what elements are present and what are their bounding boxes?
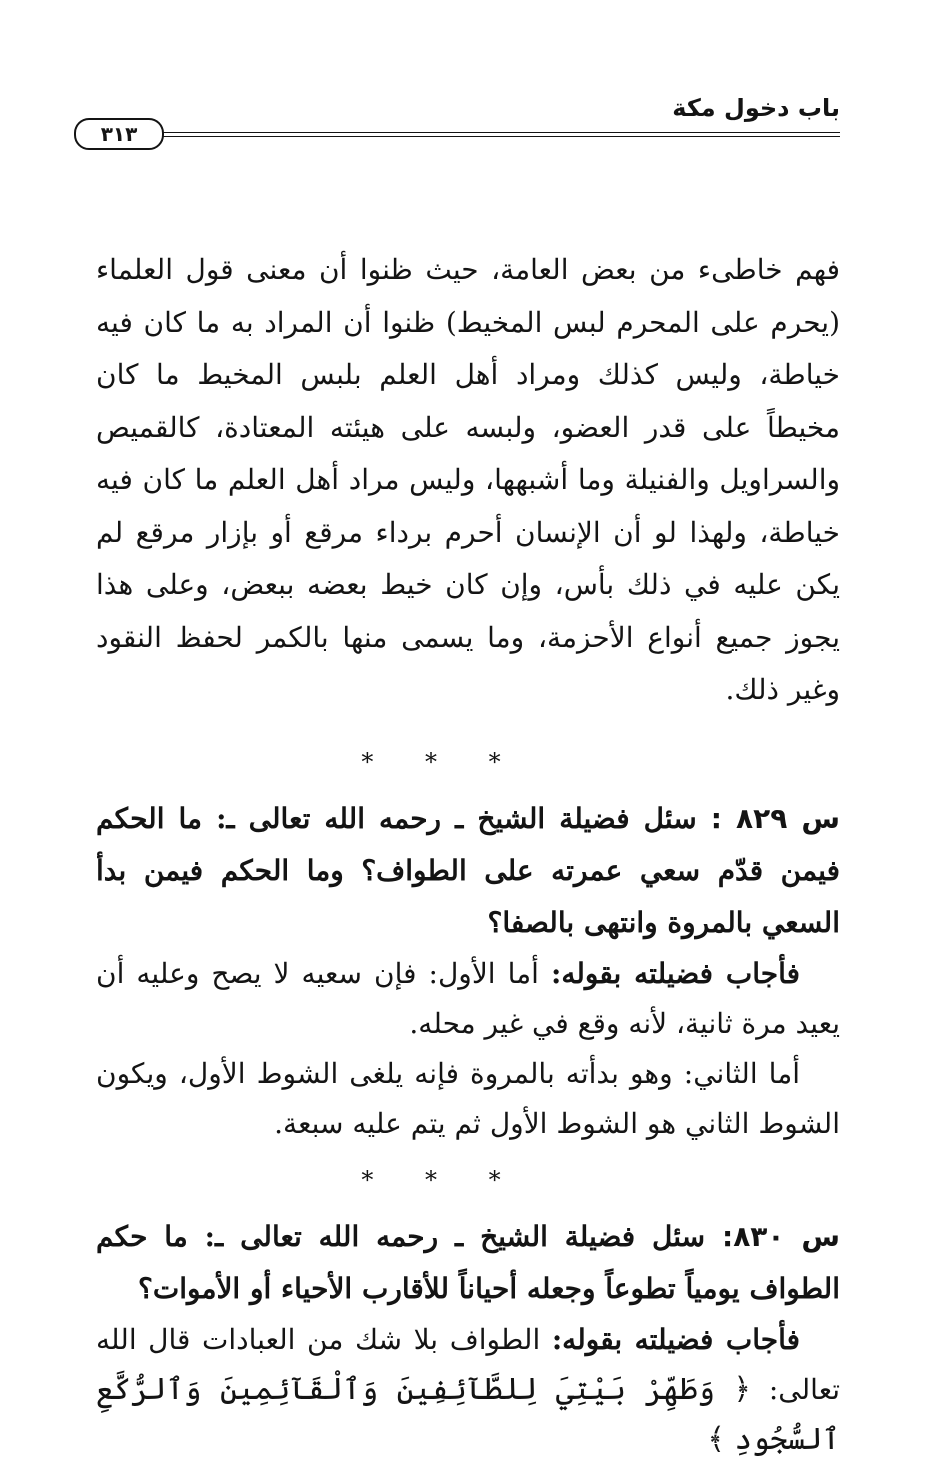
- answer-829-text-1: أما الأول: فإن سعيه لا يصح وعليه أن يعيد مرة ثانية، لأنه وقع في غير محله.: [96, 956, 840, 1040]
- question-830-number: س ٨٣٠:: [722, 1219, 841, 1253]
- chapter-title: باب دخول مكة: [672, 94, 840, 122]
- answer-829-second: أما الثاني: وهو بدأته بالمروة فإنه يلغى الشوط الأول، ويكون الشوط الثاني هو الشوط الأول ثم يتم عليه سبعة.: [96, 1056, 840, 1140]
- header-rule: [156, 132, 840, 137]
- question-830-text: سئل فضيلة الشيخ ـ رحمه الله تعالى ـ: ما حكم الطواف يومياً تطوعاً وجعله أحياناً للأقارب الأحياء أو الأموات؟: [96, 1219, 840, 1305]
- answer-830: [96, 1315, 840, 1465]
- answer-830-text: الطواف بلا شك من العبادات قال الله تعالى:: [96, 1322, 841, 1406]
- section-separator: * * *: [361, 747, 523, 776]
- answer-830-lead: فأجاب فضيلته بقوله:: [551, 1322, 800, 1356]
- intro-section: [96, 244, 840, 717]
- section-separator: * * *: [361, 1165, 523, 1194]
- page-number: ٣١٣: [74, 118, 164, 150]
- question-830-section: [96, 1211, 840, 1465]
- question-829-number: س ٨٢٩ :: [710, 801, 841, 835]
- intro-paragraph: فهم خاطىء من بعض العامة، حيث ظنوا أن معنى قول العلماء (يحرم على المحرم لبس المخيط) ظنوا أن المراد به ما كان فيه خياطة، وليس كذلك ومراد أهل العلم بلبس المخيط ما كان مخيطاً على قدر العضو، ولبسه على هيئته المعتادة، كالقميص والسراويل والفنيلة وما أشبهها، وليس مراد أهل العلم ما كان فيه خياطة، ولهذا لو أن الإنسان أحرم برداء مرقع أو بإزار مرقع لم يكن عليه في ذلك بأس، وإن كان خيط بعضه ببعض، وعلى هذا يجوز جميع أنواع الأحزمة، وما يسمى منها بالكمر لحفظ النقود وغير ذلك.: [96, 253, 840, 706]
- question-829-text: سئل فضيلة الشيخ ـ رحمه الله تعالى ـ: ما الحكم فيمن قدّم سعي عمرته على الطواف؟ وما الحكم فيمن بدأ السعي بالمروة وانتهى بالصفا؟: [96, 801, 840, 939]
- book-page: [96, 86, 840, 1465]
- answer-829-first: [96, 949, 840, 1049]
- answer-829-lead: فأجاب فضيلته بقوله:: [550, 956, 801, 990]
- question-830: [96, 1211, 840, 1315]
- quran-verse: ﴿ وَطَهِّرْ بَيْتِيَ لِلطَّآئِفِينَ وَٱلْقَآئِمِينَ وَٱلرُّكَّعِ ٱلسُّجُودِ ﴾: [96, 1371, 840, 1457]
- question-829: [96, 793, 840, 949]
- question-829-section: [96, 793, 840, 1149]
- running-header: [96, 86, 840, 148]
